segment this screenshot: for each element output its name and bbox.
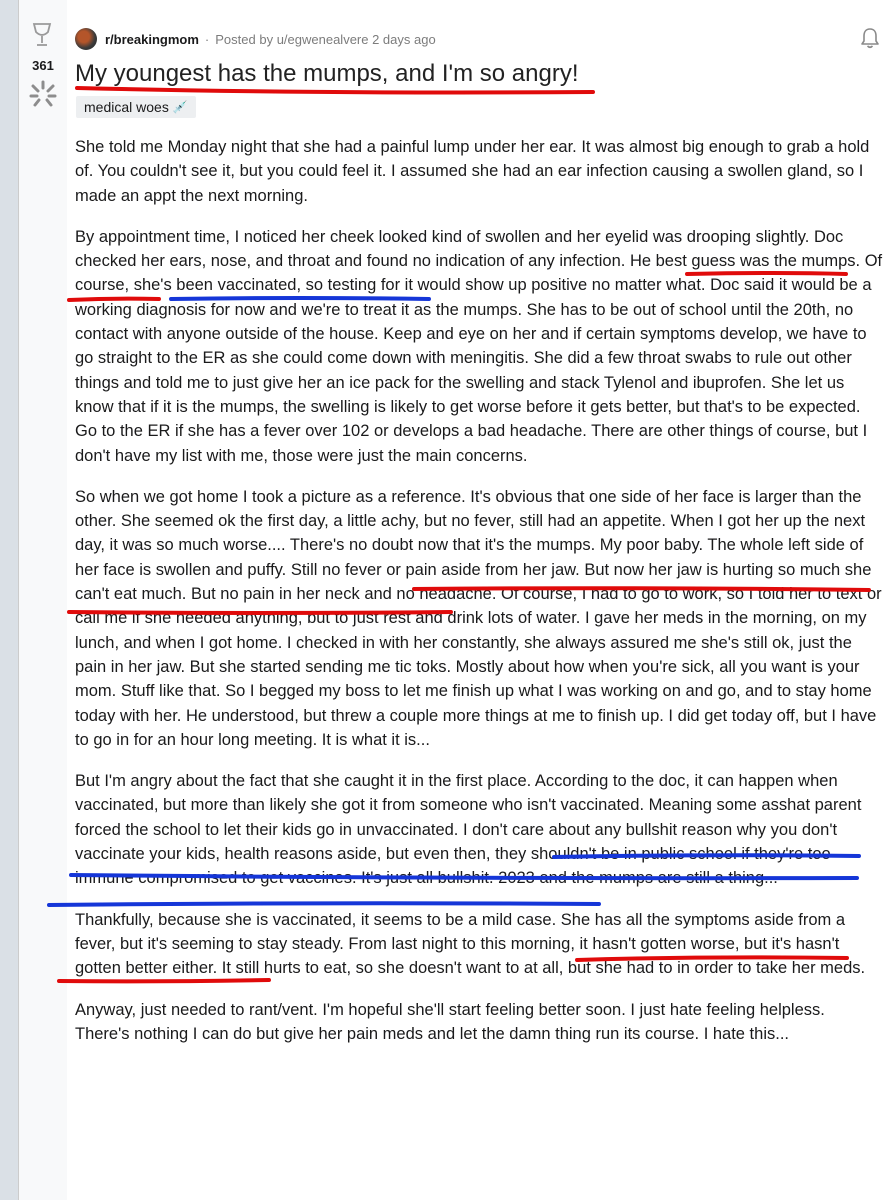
body-paragraph: Thankfully, because she is vaccinated, it seems to be a mild case. She has all the symptoms aside from a fever, but it's seeming to stay steady. From last night to this morning, it hasn't gotten worse, but it's hasn't gotten better either. It still hurts to eat, so she doesn't want to at all, but she had to in order to take her meds. [75, 910, 866, 978]
body-paragraph: So when we got home I took a picture as a reference. It's obvious that one side of her face is larger than the other. She seemed ok the first day, a little achy, but no fever, still had an appetite. When I got her up the next day, it was so much worse.... There's no doubt now that it's the mumps. My poor baby. The whole left side of her face is swollen and puffy. Still no fever or pain aside from her jaw. But now her jaw is hurting so much she can't eat much. But no pain in her neck and no headache. Of course, I had to go to work, so I told her to text or call me if she needed anything, but to just rest and drink lots of water. I gave her meds in the morning, on my lunch, and when I got home. I checked in with her constantly, she always assured me she's still ok, just the pain in her jaw. But she started sending me tic toks. Mostly about how when you're sick, all you want is your mom. Stuff like that. So I begged my boss to let me finish up what I was working on and go, and to stay home today with her. He understood, but threw a couple more things at me to finish up. I did get today off, but I have to go in for an hour long meeting. It is what it is... [75, 487, 882, 749]
post-title[interactable]: My youngest has the mumps, and I'm so angry! [75, 60, 579, 87]
body-paragraph: But I'm angry about the fact that she caught it in the first place. According to the doc, it can happen when vaccinated, but more than likely she got it from someone who isn't vaccinated. Meaning some asshat parent forced the school to let their kids go in unvaccinated. I don't care about any bullshit reason why you don't vaccinate your kids, health reasons aside, but even then, they shouldn't be in public school if they're too immune compromised to get vaccines. It's just all bullshit. 2023 and the mumps are still a thing... [75, 772, 862, 888]
body-paragraph: Anyway, just needed to rant/vent. I'm hopeful she'll start feeling better soon. I just hate feeling helpless. There's nothing I can do but give her pain meds and let the damn thing run its course. I hate this... [75, 1000, 825, 1043]
title-underline [77, 88, 593, 93]
body-paragraph: By appointment time, I noticed her cheek looked kind of swollen and her eyelid was drooping slightly. Doc checked her ears, nose, and throat and found no indication of any infection. He best guess was the mumps. Of course, she's been vaccinated, so testing for it would show up positive no matter what. Doc said it would be a working diagnosis for now and we're to treat it as the mumps. She has to be out of school until the 20th, no contact with anyone outside of the house. Keep and eye on her and if certain symptoms develop, we have to go straight to the ER as she could come down with meningitis. She did a few throat swabs to rule out other things and told me to just give her an ice pack for the swelling and stack Tylenol and ibuprofen. She let us know that if it is the mumps, the swelling is likely to get worse before it gets better, but that's to be expected. Go to the ER if she has a fever over 102 or develops a bad headache. There are other things of course, but I don't have my list with me, those were just the main concerns. [75, 227, 883, 465]
posted-by: Posted by u/egwenealvere 2 days ago [215, 31, 436, 47]
body-paragraph: She told me Monday night that she had a painful lump under her ear. It was almost big enough to grab a hold of. You couldn't see it, but you could feel it. I assumed she had an ear infection causing a swollen gland, so I made an appt the next morning. [75, 138, 870, 205]
syringe-icon: 💉 [172, 100, 188, 114]
vote-score: 361 [32, 58, 54, 73]
post-body [75, 135, 883, 1063]
flair-label: medical woes [84, 99, 169, 115]
post-meta [75, 27, 436, 51]
angry-burst-icon[interactable] [29, 80, 57, 108]
bell-icon[interactable] [858, 26, 882, 50]
post-card [18, 0, 895, 1200]
subreddit-avatar[interactable] [75, 28, 97, 50]
upvote-icon[interactable] [31, 22, 53, 48]
subreddit-link[interactable]: r/breakingmom [105, 31, 199, 47]
vote-bar [19, 0, 67, 1200]
post-flair[interactable] [76, 96, 196, 118]
separator-dot: · [204, 31, 210, 47]
